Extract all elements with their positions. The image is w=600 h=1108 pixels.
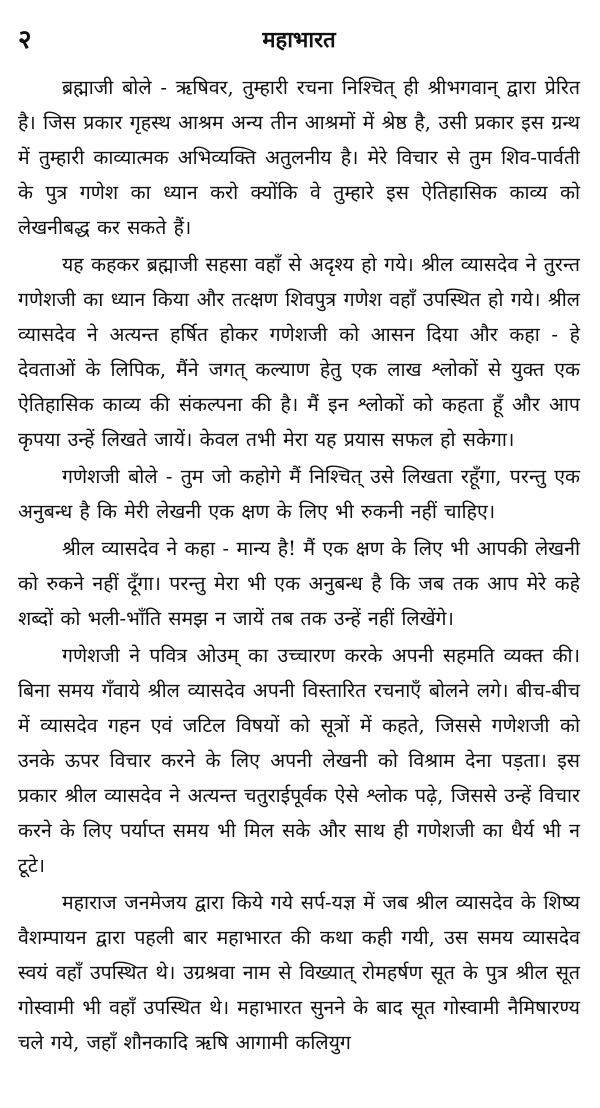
running-title: महाभारत [262,27,336,53]
page-header [18,24,580,64]
paragraph-4: श्रील व्यासदेव ने कहा - मान्य है! मैं एक क्षण के लिए भी आपकी लेखनी को रुकने नहीं दूँगा। परन्तु मेरा भी एक अनुबन्ध है कि जब तक आप मेरे कहे शब्दों को भली-भाँति समझ न जायें तब तक उन्हें नहीं लिखेंगे। [18,537,580,630]
body-text [18,70,580,1060]
paragraph-3: गणेशजी बोले - तुम जो कहोगे मैं निश्चित् उसे लिखता रहूँगा, परन्तु एक अनुबन्ध है कि मेरी लेखनी एक क्षण के लिए भी रुकनी नहीं चाहिए। [18,465,580,523]
paragraph-2: यह कहकर ब्रह्माजी सहसा वहाँ से अदृश्य हो गये। श्रील व्यासदेव ने तुरन्त गणेशजी का ध्यान किया और तत्क्षण शिवपुत्र गणेश वहाँ उपस्थित हो गये। श्रील व्यासदेव ने अत्यन्त हर्षित होकर गणेशजी को आसन दिया और कहा - हे देवताओं के लिपिक, मैंने जगत् कल्याण हेतु एक लाख श्लोकों से युक्त एक ऐतिहासिक काव्य की संकल्पना की है। मैं इन श्लोकों को कहता हूँ और आप कृपया उन्हें लिखते जायें। केवल तभी मेरा यह प्रयास सफल हो सकेगा। [18,253,580,451]
page-number: २ [18,25,32,55]
paragraph-1: ब्रह्माजी बोले - ऋषिवर, तुम्हारी रचना निश्चित् ही श्रीभगवान् द्वारा प्रेरित है। जिस प्रकार गृहस्थ आश्रम अन्य तीन आश्रमों में श्रेष्ठ है, उसी प्रकार इस ग्रन्थ में तुम्हारी काव्यात्मक अभिव्यक्ति अतुलनीय है। मेरे विचार से तुम शिव-पार्वती के पुत्र गणेश का ध्यान करो क्योंकि वे तुम्हारे इस ऐतिहासिक काव्य को लेखनीबद्ध कर सकते हैं। [18,76,580,239]
paragraph-5: गणेशजी ने पवित्र ओउम् का उच्चारण करके अपनी सहमति व्यक्त की। बिना समय गँवाये श्रील व्यासदेव अपनी विस्तारित रचनाएँ बोलने लगे। बीच-बीच में व्यासदेव गहन एवं जटिल विषयों को सूत्रों में कहते, जिससे गणेशजी को उनके ऊपर विचार करने के लिए अपनी लेखनी को विश्राम देना पड़ता। इस प्रकार श्रील व्यासदेव ने अत्यन्त चतुराईपूर्वक ऐसे श्लोक पढ़े, जिससे उन्हें विचार करने के लिए पर्याप्त समय भी मिल सके और साथ ही गणेशजी का धैर्य भी न टूटे। [18,644,580,877]
paragraph-6: महाराज जनमेजय द्वारा किये गये सर्प-यज्ञ में जब श्रील व्यासदेव के शिष्य वैशम्पायन द्वारा पहली बार महाभारत की कथा कही गयी, उस समय व्यासदेव स्वयं वहाँ उपस्थित थे। उग्रश्रवा नाम से विख्यात् रोमहर्षण सूत के पुत्र श्रील सूत गोस्वामी भी वहाँ उपस्थित थे। महाभारत सुनने के बाद सूत गोस्वामी नैमिषारण्य चले गये, जहाँ शौनकादि ऋषि आगामी कलियुग [18,891,580,1054]
